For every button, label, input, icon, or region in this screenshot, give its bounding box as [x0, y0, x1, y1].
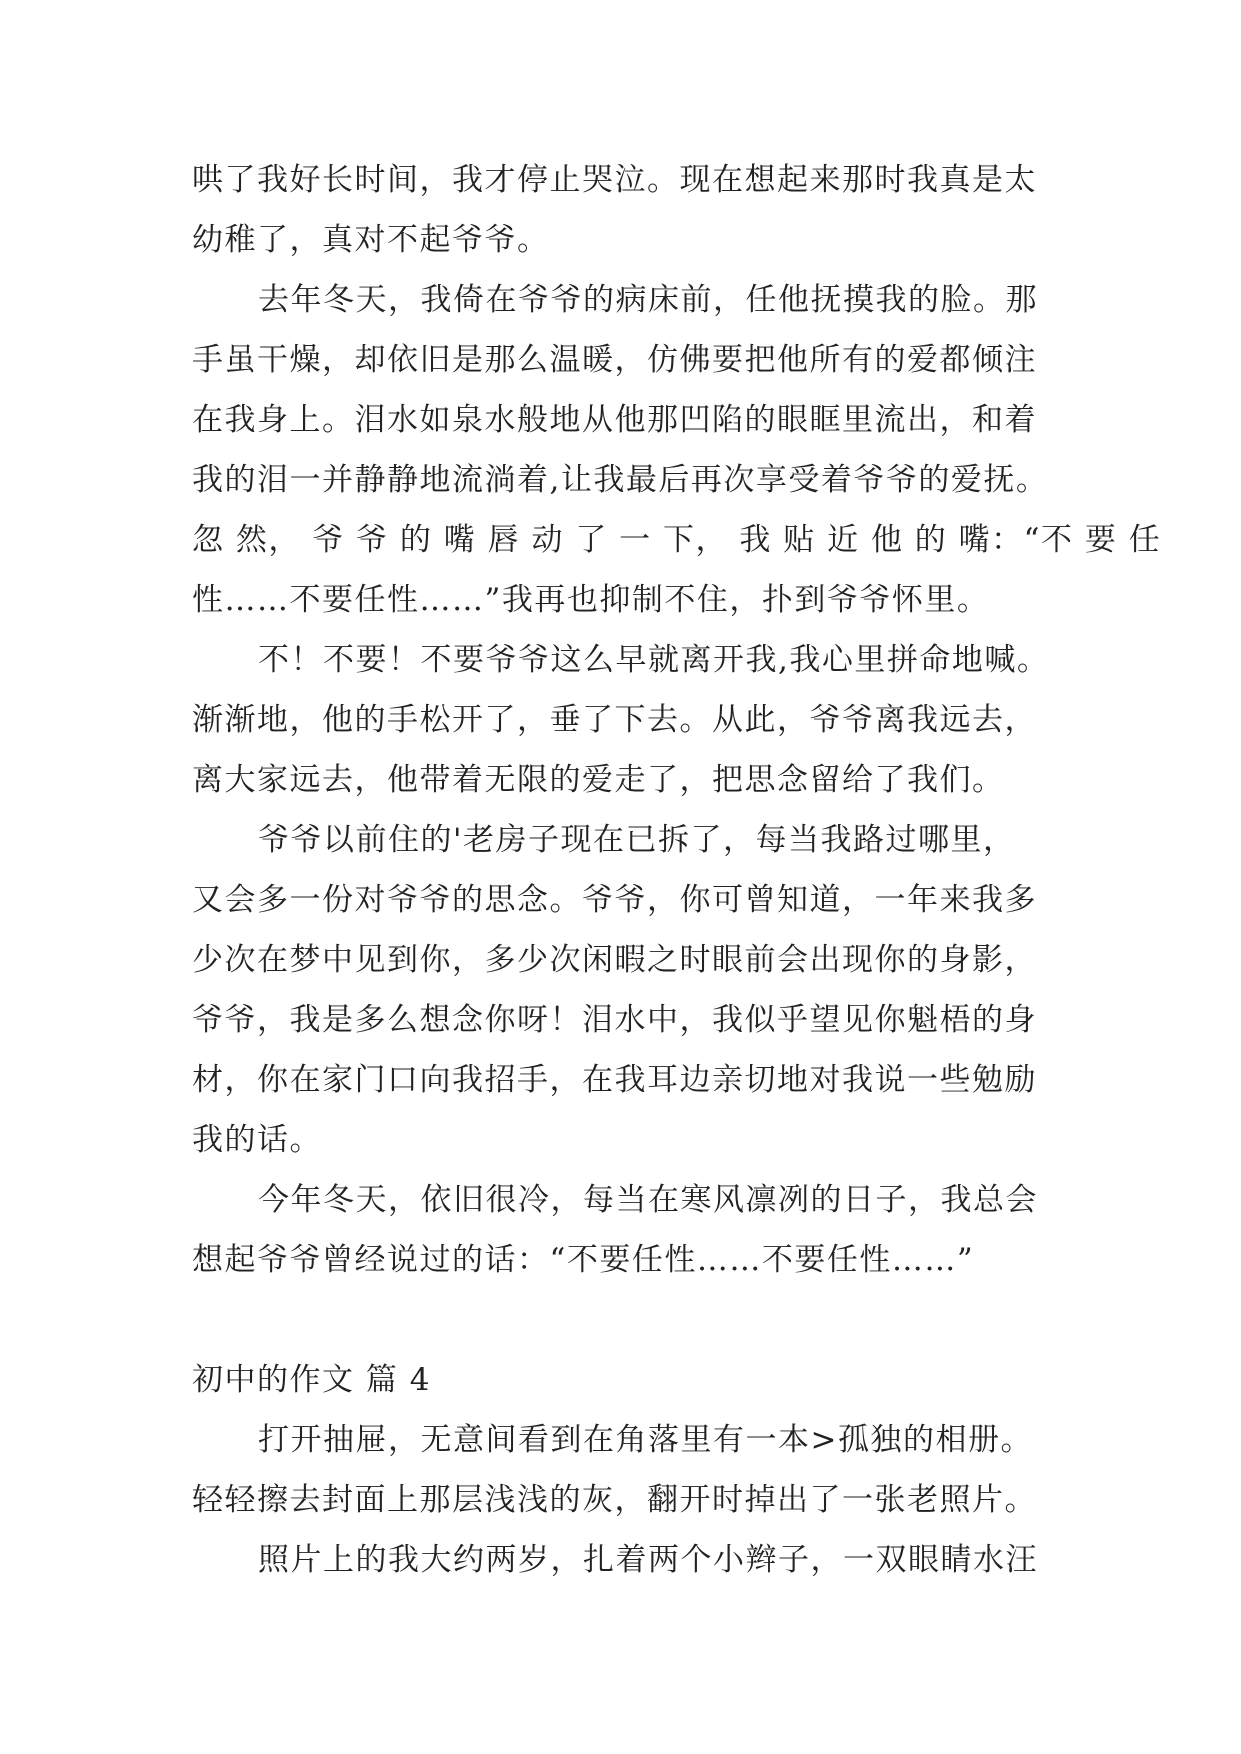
- text-line: 轻轻擦去封面上那层浅浅的灰，翻开时掉出了一张老照片。: [192, 1482, 1037, 1518]
- text-line: 幼稚了，真对不起爷爷。: [192, 222, 550, 258]
- text-line: 我的话。: [192, 1122, 322, 1158]
- text-line: 哄了我好长时间，我才停止哭泣。现在想起来那时我真是太: [192, 162, 1037, 198]
- text-line: 又会多一份对爷爷的思念。爷爷，你可曾知道，一年来我多: [192, 882, 1037, 918]
- text-line: 我的泪一并静静地流淌着,让我最后再次享受着爷爷的爱抚。: [192, 462, 1049, 498]
- text-line: 性……不要任性……”我再也抑制不住，扑到爷爷怀里。: [192, 582, 990, 618]
- text-line: 渐渐地，他的手松开了，垂了下去。从此，爷爷离我远去，: [192, 702, 1037, 738]
- text-line: 想起爷爷曾经说过的话：“不要任性……不要任性……”: [192, 1242, 975, 1278]
- document-page: [192, 150, 1162, 1590]
- section2-paragraph-2: [192, 1530, 1072, 1590]
- paragraph-3: [192, 630, 1072, 810]
- section2-paragraph-1: [192, 1410, 1072, 1530]
- text-line: 打开抽屉，无意间看到在角落里有一本>孤独的相册。: [258, 1422, 1033, 1458]
- text-line: 爷爷以前住的'老房子现在已拆了，每当我路过哪里，: [258, 822, 1016, 858]
- paragraph-4: [192, 810, 1072, 1170]
- text-line: 在我身上。泪水如泉水般地从他那凹陷的眼眶里流出，和着: [192, 402, 1037, 438]
- paragraph-1: [192, 150, 1072, 270]
- text-line: 忽 然， 爷 爷 的 嘴 唇 动 了 一 下， 我 贴 近 他 的 嘴：“不 要 任: [192, 522, 1162, 558]
- section-gap: [192, 1290, 1072, 1350]
- text-line: 今年冬天，依旧很冷，每当在寒风凛冽的日子，我总会: [258, 1182, 1038, 1218]
- text-line: 不！不要！不要爷爷这么早就离开我,我心里拼命地喊。: [258, 642, 1050, 678]
- text-line: 材，你在家门口向我招手，在我耳边亲切地对我说一些勉励: [192, 1062, 1037, 1098]
- section-heading: 初中的作文 篇 4: [192, 1362, 431, 1398]
- text-line: 照片上的我大约两岁，扎着两个小辫子，一双眼睛水汪: [258, 1542, 1038, 1578]
- text-line: 去年冬天，我倚在爷爷的病床前，任他抚摸我的脸。那: [258, 282, 1038, 318]
- text-line: 爷爷，我是多么想念你呀！泪水中，我似乎望见你魁梧的身: [192, 1002, 1037, 1038]
- text-line: 手虽干燥，却依旧是那么温暖，仿佛要把他所有的爱都倾注: [192, 342, 1037, 378]
- paragraph-2: [192, 270, 1162, 630]
- paragraph-5: [192, 1170, 1072, 1290]
- text-line: 少次在梦中见到你，多少次闲暇之时眼前会出现你的身影，: [192, 942, 1037, 978]
- text-line: 离大家远去，他带着无限的爱走了，把思念留给了我们。: [192, 762, 1005, 798]
